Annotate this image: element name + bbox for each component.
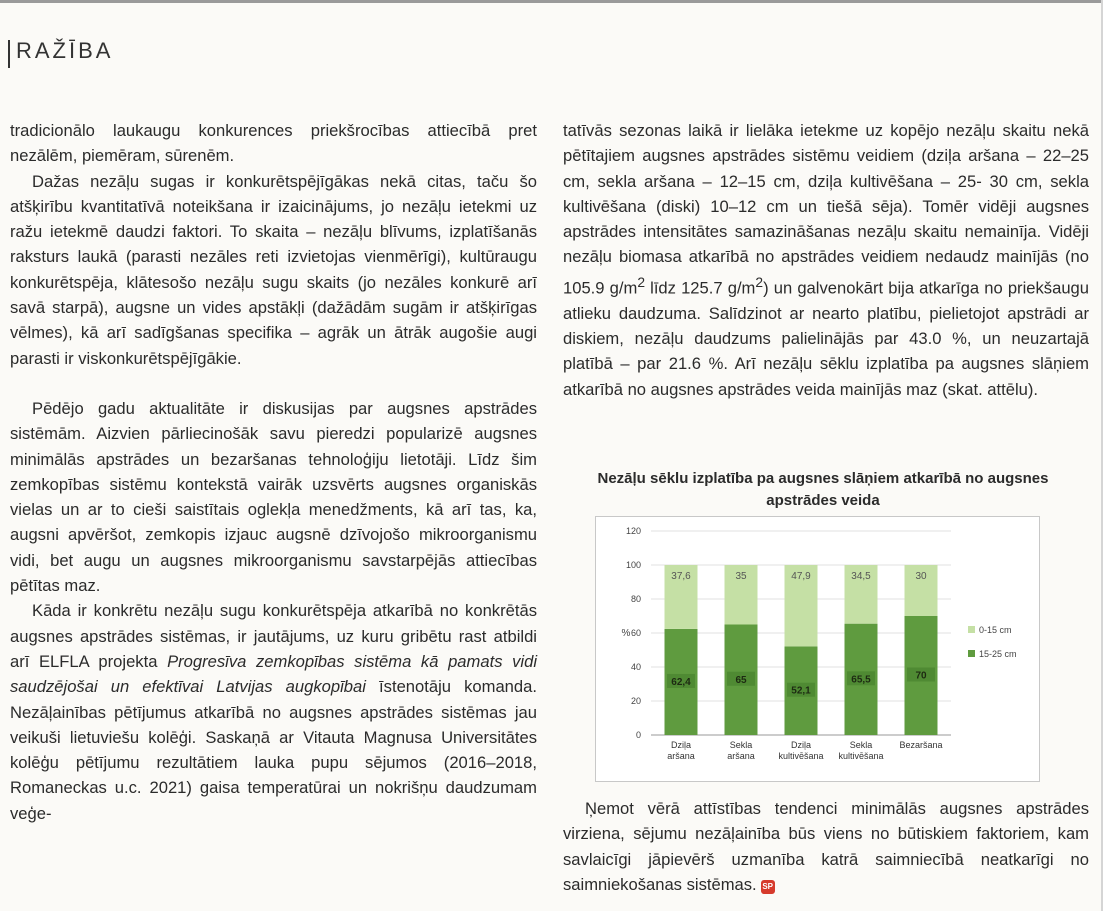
x-tick-label: Sekla: [729, 740, 753, 750]
y-tick-label: 60: [630, 628, 641, 638]
paragraph-5-text-a: tatīvās sezonas laikā ir lielāka ietekme uz kopējo nezāļu skaitu nekā pētītajiem augsnes apstrādes sistēmu veidiem (dziļa aršana – 22–25 cm, sekla aršana – 12–15 cm, dziļa kultivēšana – 25- 30 cm, sekla kultivēšana (diski) 10–12 cm un tiešā sēja). Tomēr vidēji augsnes apstrādes intensitātes samazināšanas nezāļu skaitu nemainīja. Vidēji nezāļu biomasa atkarībā no apstrādes veidiem nedaudz mainījās (no 105.9 g/m: [563, 121, 1089, 298]
y-tick-label: 40: [630, 662, 641, 672]
closing-block: [563, 796, 1089, 897]
x-tick-label: Sekla: [849, 740, 873, 750]
x-tick-label: aršana: [667, 751, 695, 761]
left-column: [10, 118, 537, 826]
x-tick-label: Dziļa: [790, 740, 812, 750]
superscript: 2: [637, 273, 646, 290]
paragraph-4: [10, 598, 537, 826]
paragraph-3: Pēdējo gadu aktualitāte ir diskusijas par augsnes apstrādes sistēmām. Aizvien pārliecinošāk savu pieredzi popularizē augsnes minimālās apstrādes un bezaršanas tehnoloģiju lietotāji. Līdz šim zemkopības sistēmu kontekstā vairāk uzsvērts augsnes organiskās vielas un ar to cieši saistītais oglekļa menedžments, kā arī tas, ka, augsni apvēršot, zemkopis izjauc augsnē dzīvojošo mikroorganismu vidi, bet augu un augsnes mikroorganismu savstarpējās attiecības pētītas maz.: [10, 398, 537, 596]
y-axis-label: %: [621, 628, 631, 639]
data-label: 70: [915, 670, 927, 682]
top-border: [0, 0, 1103, 3]
x-tick-label: kultivēšana: [838, 751, 884, 761]
x-tick-label: kultivēšana: [778, 751, 824, 761]
section-header: RAŽĪBA: [16, 38, 114, 63]
data-label: 65: [735, 674, 747, 686]
paragraph-5-text-c: ) un galvenokārt bija atkarīga no priekšaugu atlieku daudzuma. Salīdzinot ar nearto platību, pielietojot apstrādi ar diskiem, nezāļu daudzums palielinājās par 43.0 %, un neuzartajā platībā – par 21.6 %. Arī nezāļu sēklu izplatība pa augsnes slāņiem atkarībā no augsnes apstrādes veida mainījās maz (skat. attēlu).: [563, 278, 1090, 399]
data-label: 30: [915, 571, 927, 582]
data-label: 62,4: [671, 676, 691, 688]
legend-label: 15-25 cm: [979, 649, 1017, 659]
right-column: [563, 118, 1089, 402]
chart-title: Nezāļu sēklu izplatība pa augsnes slāņiem atkarībā no augsnes apstrādes veida: [597, 470, 1049, 509]
header-marker: [8, 40, 10, 68]
y-tick-label: 20: [630, 696, 641, 706]
paragraph-2: Dažas nezāļu sugas ir konkurētspējīgākas nekā citas, taču šo atšķirību kvantitatīvā noteikšana ir izaicinājums, jo nezāļu ietekmi uz ražu ietekmē daudzi faktori. To skaita – nezāļu blīvums, izplatīšanās raksturs laukā (parasti nezāles reti izvietojas vienmērīgi), kultūraugu konkurētspēja, klātesošo nezāļu sugu skaits (jo nezāles konkurē arī savā starpā), augsne un vides apstākļi (dažādām sugām ir atšķirīgas vēlmes), kā arī sadīgšanas specifika – agrāk un ātrāk augošie augi parasti ir viskonkurētspējīgākie.: [10, 171, 537, 368]
data-label: 35: [735, 571, 747, 582]
paragraph-1: tradicionālo laukaugu konkurences priekšrocības attiecībā pret nezālēm, piemēram, sūrenēm.: [10, 121, 537, 166]
y-tick-label: 100: [625, 560, 641, 570]
end-mark-icon: SP: [761, 880, 775, 894]
legend-swatch: [968, 650, 975, 657]
legend-label: 0-15 cm: [979, 625, 1012, 635]
paragraph-5: [563, 118, 1089, 402]
y-tick-label: 80: [630, 594, 641, 604]
data-label: 47,9: [791, 571, 811, 582]
paragraph-5-text-b: līdz 125.7 g/m: [645, 278, 756, 298]
data-label: 34,5: [851, 571, 871, 582]
x-tick-label: aršana: [727, 751, 755, 761]
paragraph-6: [563, 796, 1089, 897]
x-tick-label: Dziļa: [670, 740, 692, 750]
paragraph-6-text: Ņemot vērā attīstības tendenci minimālās augsnes apstrādes virziena, sējumu nezāļainība būs viens no būtiskiem faktoriem, kam savlaicīgi jāpievērš uzmanība katrā saimniecībā neatkarīgi no saimniekošanas sistēmas.: [563, 799, 1089, 894]
paragraph-4-text-a: Kāda ir konkrētu nezāļu sugu konkurētspēja atkarībā no konkrētās augsnes apstrādes sistēmas, ir jautājums, uz kuru gribētu rast atbildi arī ELFLA projekta: [10, 601, 537, 671]
data-label: 37,6: [671, 571, 691, 582]
legend-swatch: [968, 626, 975, 633]
paragraph-4-text-b: īstenotāju komanda. Nezāļainības pētījumus atkarībā no augsnes apstrādes sistēmas jau veikuši lietuviešu kolēģi. Saskaņā ar Vitauta Magnusa Universitātes kolēģu pētījumu rezultātiem lauka pupu sējumos (2016–2018, Romaneckas u.c. 2021) gaisa temperatūrai un nokrišņu daudzumam veģe-: [10, 677, 537, 823]
project-title: Progresīva zemkopības sistēma kā pamats vidi saudzējošai un efektīvai Latvijas augkopībai: [10, 651, 538, 697]
y-tick-label: 0: [635, 730, 641, 740]
superscript: 2: [755, 273, 764, 290]
data-label: 65,5: [851, 674, 871, 686]
y-tick-label: 120: [625, 526, 641, 536]
chart-frame: [595, 516, 1040, 782]
stacked-bar-chart: [596, 517, 1039, 781]
data-label: 52,1: [791, 685, 811, 697]
x-tick-label: Bezaršana: [899, 740, 943, 750]
